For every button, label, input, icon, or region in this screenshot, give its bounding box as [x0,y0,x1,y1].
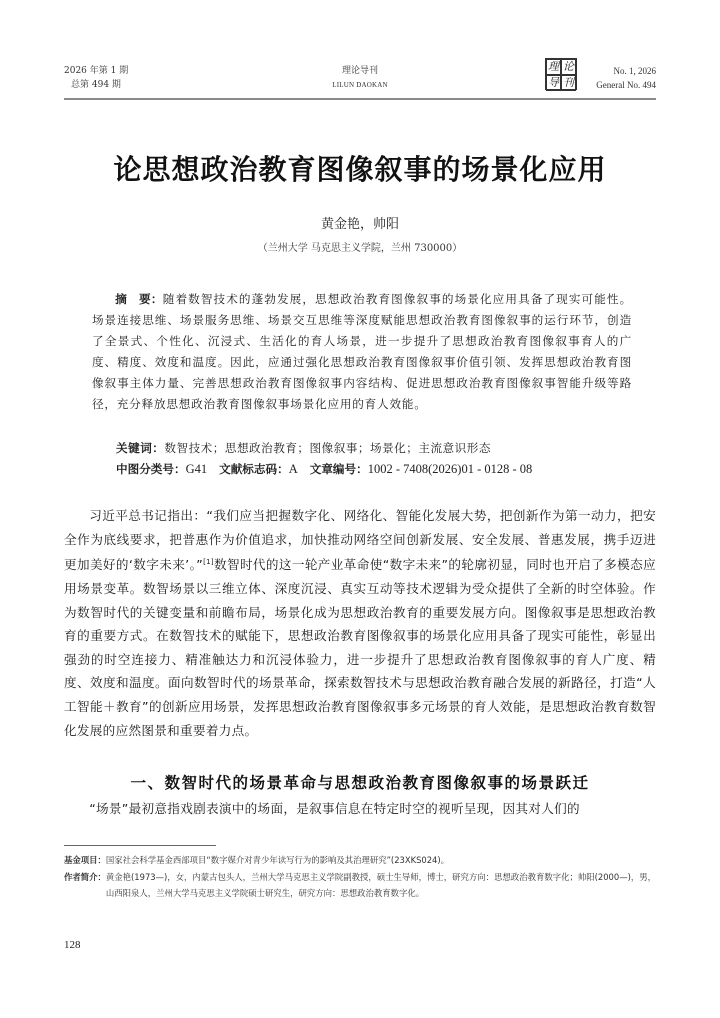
page-number: 128 [64,939,81,951]
citation-ref[interactable]: [1] [203,558,214,567]
issue-cn: 2026 年第 1 期 [64,66,129,76]
logo-char: 导 [548,76,559,89]
journal-name-en: LILUN DAOKAN [332,81,388,89]
doc-code-value: A [288,462,298,476]
section1-paragraph: “场景”最初意指戏剧表演中的场面，是叙事信息在特定时空的视听呈现，因其对人们的 [89,801,580,816]
fund-text: 国家社会科学基金西部项目“数字媒介对青少年读写行为的影响及其治理研究”(23XKS024)。 [105,855,450,865]
footnote-rule [64,845,216,846]
keywords [116,438,491,459]
footnote-bio [64,869,656,901]
logo-char: 论 [563,60,574,73]
article-no-value: 1002 - 7408(2026)01 - 0128 - 08 [367,462,533,476]
header-rule [64,98,656,100]
doc-code-label: 文献标志码： [219,462,289,476]
intro-paragraph [64,504,656,742]
bio-label: 作者简介： [64,872,106,882]
fund-label: 基金项目： [64,855,106,865]
keywords-text: 数智技术；思想政治教育；图像叙事；场景化；主流意识形态 [164,441,491,455]
total-issue-en: General No. 494 [596,80,656,90]
total-issue-cn: 总第 494 期 [71,80,121,90]
header-issue-en [580,64,656,92]
bio-text: 黄金艳(1973—)，女，内蒙古包头人，兰州大学马克思主义学院副教授，硕士生导师，博士，研究方向：思想政治教育数字化；帅阳(2000—)，男，山西阳泉人，兰州大学马克思主义学院硕士研究生，研究方向：思想政治教育数字化。 [105,872,656,898]
intro-text-pre: 习近平总书记指出：“我们应当把握数字化、网络化、智能化发展大势，把创新作为第一动力，把安全作为底线要求，把普惠作为价值追求，加快推动网络空间创新发展、安全发展、普惠发展，携手迈进更加美好的‘数字未来’。” [64,508,656,573]
issue-en: No. 1, 2026 [613,66,656,76]
article-title: 论思想政治教育图像叙事的场景化应用 [113,153,607,186]
section-heading: 一、数智时代的场景革命与思想政治教育图像叙事的场景跃迁 [130,774,590,792]
keywords-label: 关键词： [116,441,165,455]
footnote-fund [64,852,656,868]
abstract [92,289,632,415]
intro-text-post: 数智时代的这一轮产业革命使“数字未来”的轮廓初显，同时也开启了多模态应用场景变革。数智场景以三维立体、深度沉浸、真实互动等技术逻辑为受众提供了全新的时空体验。作为数智时代的关键变量和前瞻布局，场景化成为思想政治教育的重要发展方向。图像叙事是思想政治教育的重要方式。在数智技术的赋能下，思想政治教育图像叙事的场景化应用具备了现实可能性，彰显出强劲的时空连接力、精准触达力和沉浸体验力，进一步提升了思想政治教育图像叙事的育人广度、精度、效度和温度。面向数智时代的场景革命，探索数智技术与思想政治教育融合发展的新路径，打造“人工智能＋教育”的创新应用场景，发挥思想政治教育图像叙事多元场景的育人效能，是思想政治教育数智化发展的应然图景和重要着力点。 [64,557,656,738]
logo-char: 刊 [563,76,574,89]
journal-name-cn: 理论导刊 [341,66,378,76]
logo-char: 理 [548,60,559,73]
clc-value: G41 [185,462,208,476]
article-no-label: 文章编号： [309,462,368,476]
affiliation: （兰州大学 马克思主义学院，兰州 730000） [257,243,463,254]
journal-logo-icon [545,58,577,90]
abstract-text: 随着数智技术的蓬勃发展，思想政治教育图像叙事的场景化应用具备了现实可能性。场景连接思维、场景服务思维、场景交互思维等深度赋能思想政治教育图像叙事的运行环节，创造了全景式、个性化、沉浸式、生活化的育人场景，进一步提升了思想政治教育图像叙事育人的广度、精度、效度和温度。因此，应通过强化思想政治教育图像叙事价值引领、发挥思想政治教育图像叙事主体力量、完善思想政治教育图像叙事内容结构、促进思想政治教育图像叙事智能升级等路径，充分释放思想政治教育图像叙事场景化应用的育人效能。 [92,292,632,411]
authors: 黄金艳，帅阳 [320,217,399,232]
clc-label: 中图分类号： [116,462,186,476]
classification-line [116,459,532,480]
abstract-label: 摘 要： [115,292,163,306]
